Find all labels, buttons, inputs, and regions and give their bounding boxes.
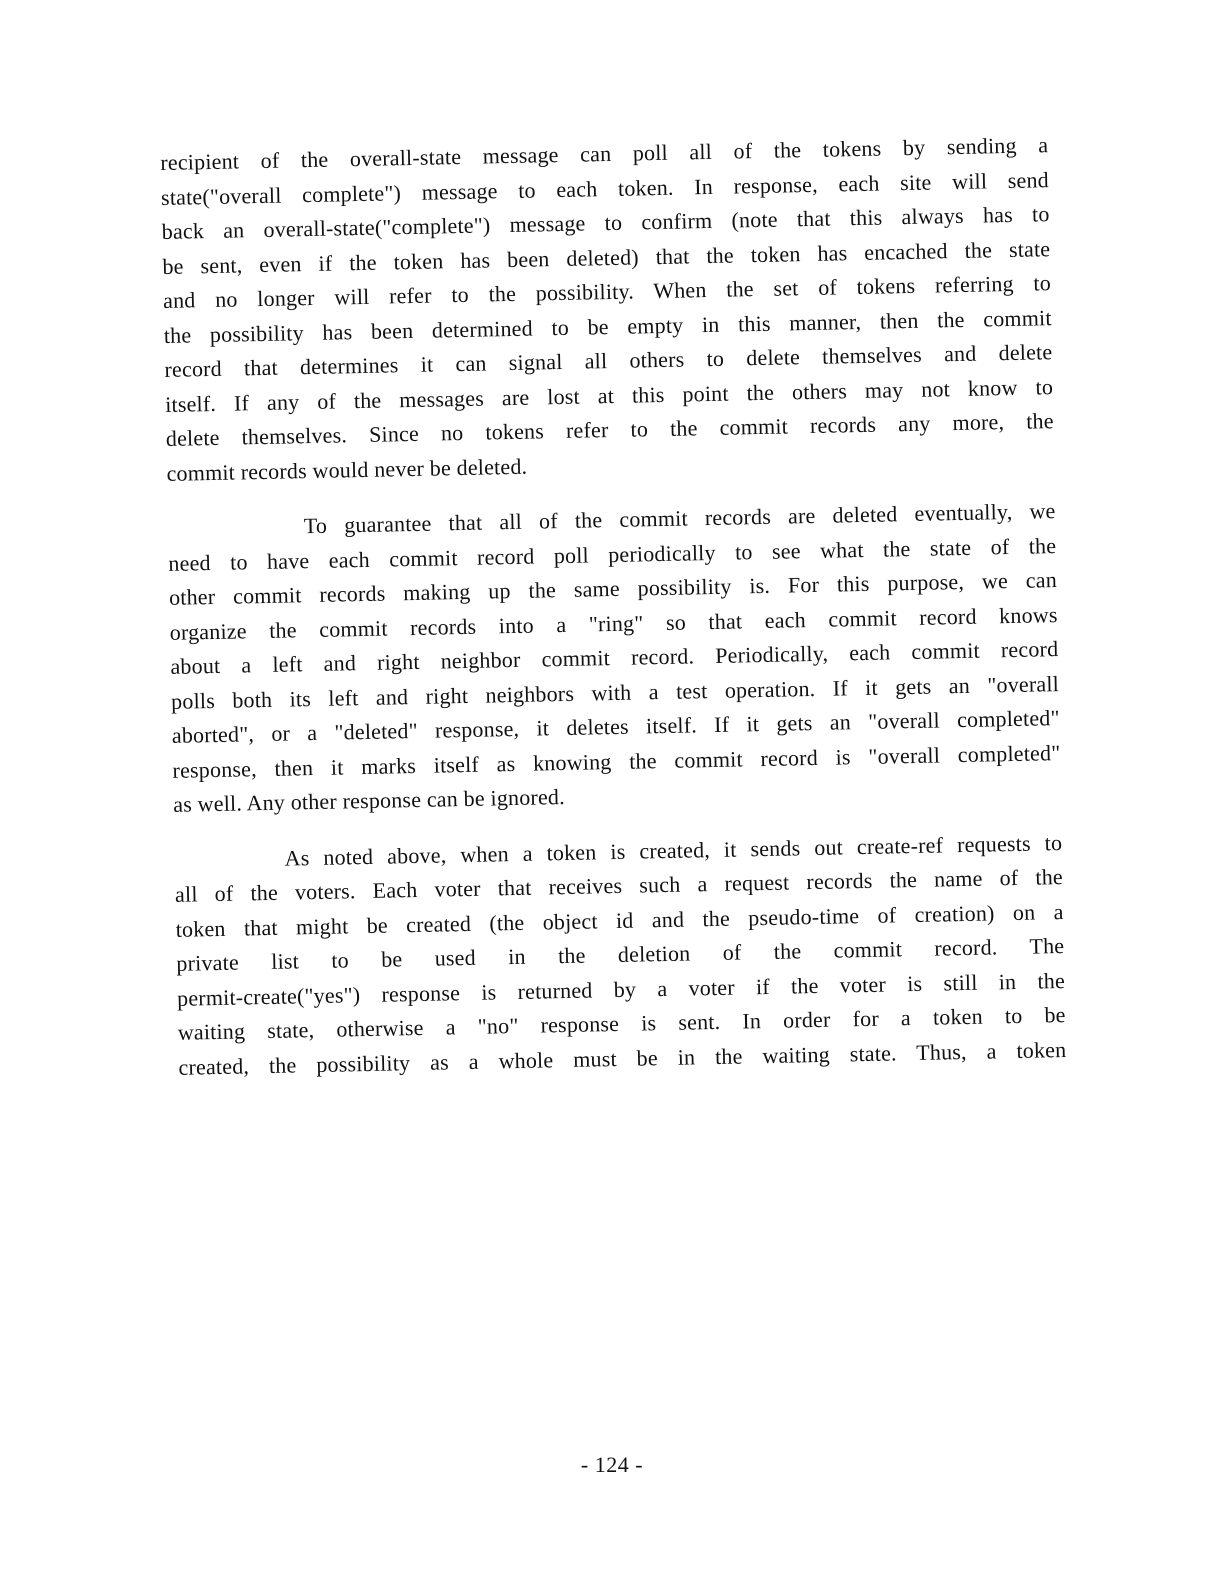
text-line: As noted above, when a token is created, it sends out create-ref requests to [174, 829, 1063, 873]
text-line: itself. If any of the messages are lost at this point the others may not know to [164, 373, 1054, 417]
text-line: To guarantee that all of the commit records are deleted eventually, we [167, 498, 1056, 541]
page-number: - 124 - [580, 1452, 644, 1477]
text-line: back an overall-state("complete") message to confirm (note that this always has to [161, 201, 1050, 244]
text-line: token that might be created (the object id and the pseudo-time of creation) on a [175, 898, 1064, 942]
text-line: delete themselves. Since no tokens refer to the commit records any more, the [165, 408, 1054, 451]
paragraph-2 [167, 494, 1061, 822]
text-line: about a left and right neighbor commit record. Periodically, each commit record [170, 636, 1059, 679]
text-line: permit-create("yes") response is returned by a voter if the voter is still in the [176, 967, 1066, 1011]
text-line: organize the commit records into a "ring" so that each commit record knows [169, 601, 1058, 645]
text-line: as well. Any other response can be ignored. [172, 784, 566, 817]
paragraph-1 [160, 128, 1055, 491]
text-line: need to have each commit record poll periodically to see what the state of the [168, 532, 1057, 576]
text-line: all of the voters. Each voter that receives such a request records the name of the [174, 864, 1064, 907]
text-line: recipient of the overall-state message can poll all of the tokens by sending a [160, 132, 1049, 175]
text-line: aborted", or a "deleted" response, it deletes itself. If it gets an "overall completed" [171, 705, 1060, 748]
text-line: created, the possibility as a whole must be in the waiting state. Thus, a token [178, 1036, 1067, 1080]
text-line: polls both its left and right neighbors with a test operation. If it gets an "overall [170, 670, 1060, 714]
text-line: private list to be used in the deletion of the commit record. The [176, 933, 1065, 976]
text-line: waiting state, otherwise a "no" response is sent. In order for a token to be [177, 1002, 1066, 1045]
text-line: commit records would never be deleted. [166, 453, 528, 486]
text-line: other commit records making up the same possibility is. For this purpose, we can [168, 567, 1058, 610]
text-line: response, then it marks itself as knowing the commit record is "overall completed" [172, 739, 1061, 783]
text-line: record that determines it can signal all others to delete themselves and delete [164, 339, 1053, 382]
text-line: the possibility has been determined to be empty in this manner, then the commit [163, 304, 1052, 348]
paragraph-3 [174, 826, 1067, 1085]
text-line: state("overall complete") message to each token. In response, each site will send [160, 166, 1050, 210]
text-line: and no longer will refer to the possibility. When the set of tokens referring to [162, 270, 1052, 313]
text-line: be sent, even if the token has been deleted) that the token has encached the state [162, 235, 1051, 279]
body-text [160, 128, 1067, 1085]
